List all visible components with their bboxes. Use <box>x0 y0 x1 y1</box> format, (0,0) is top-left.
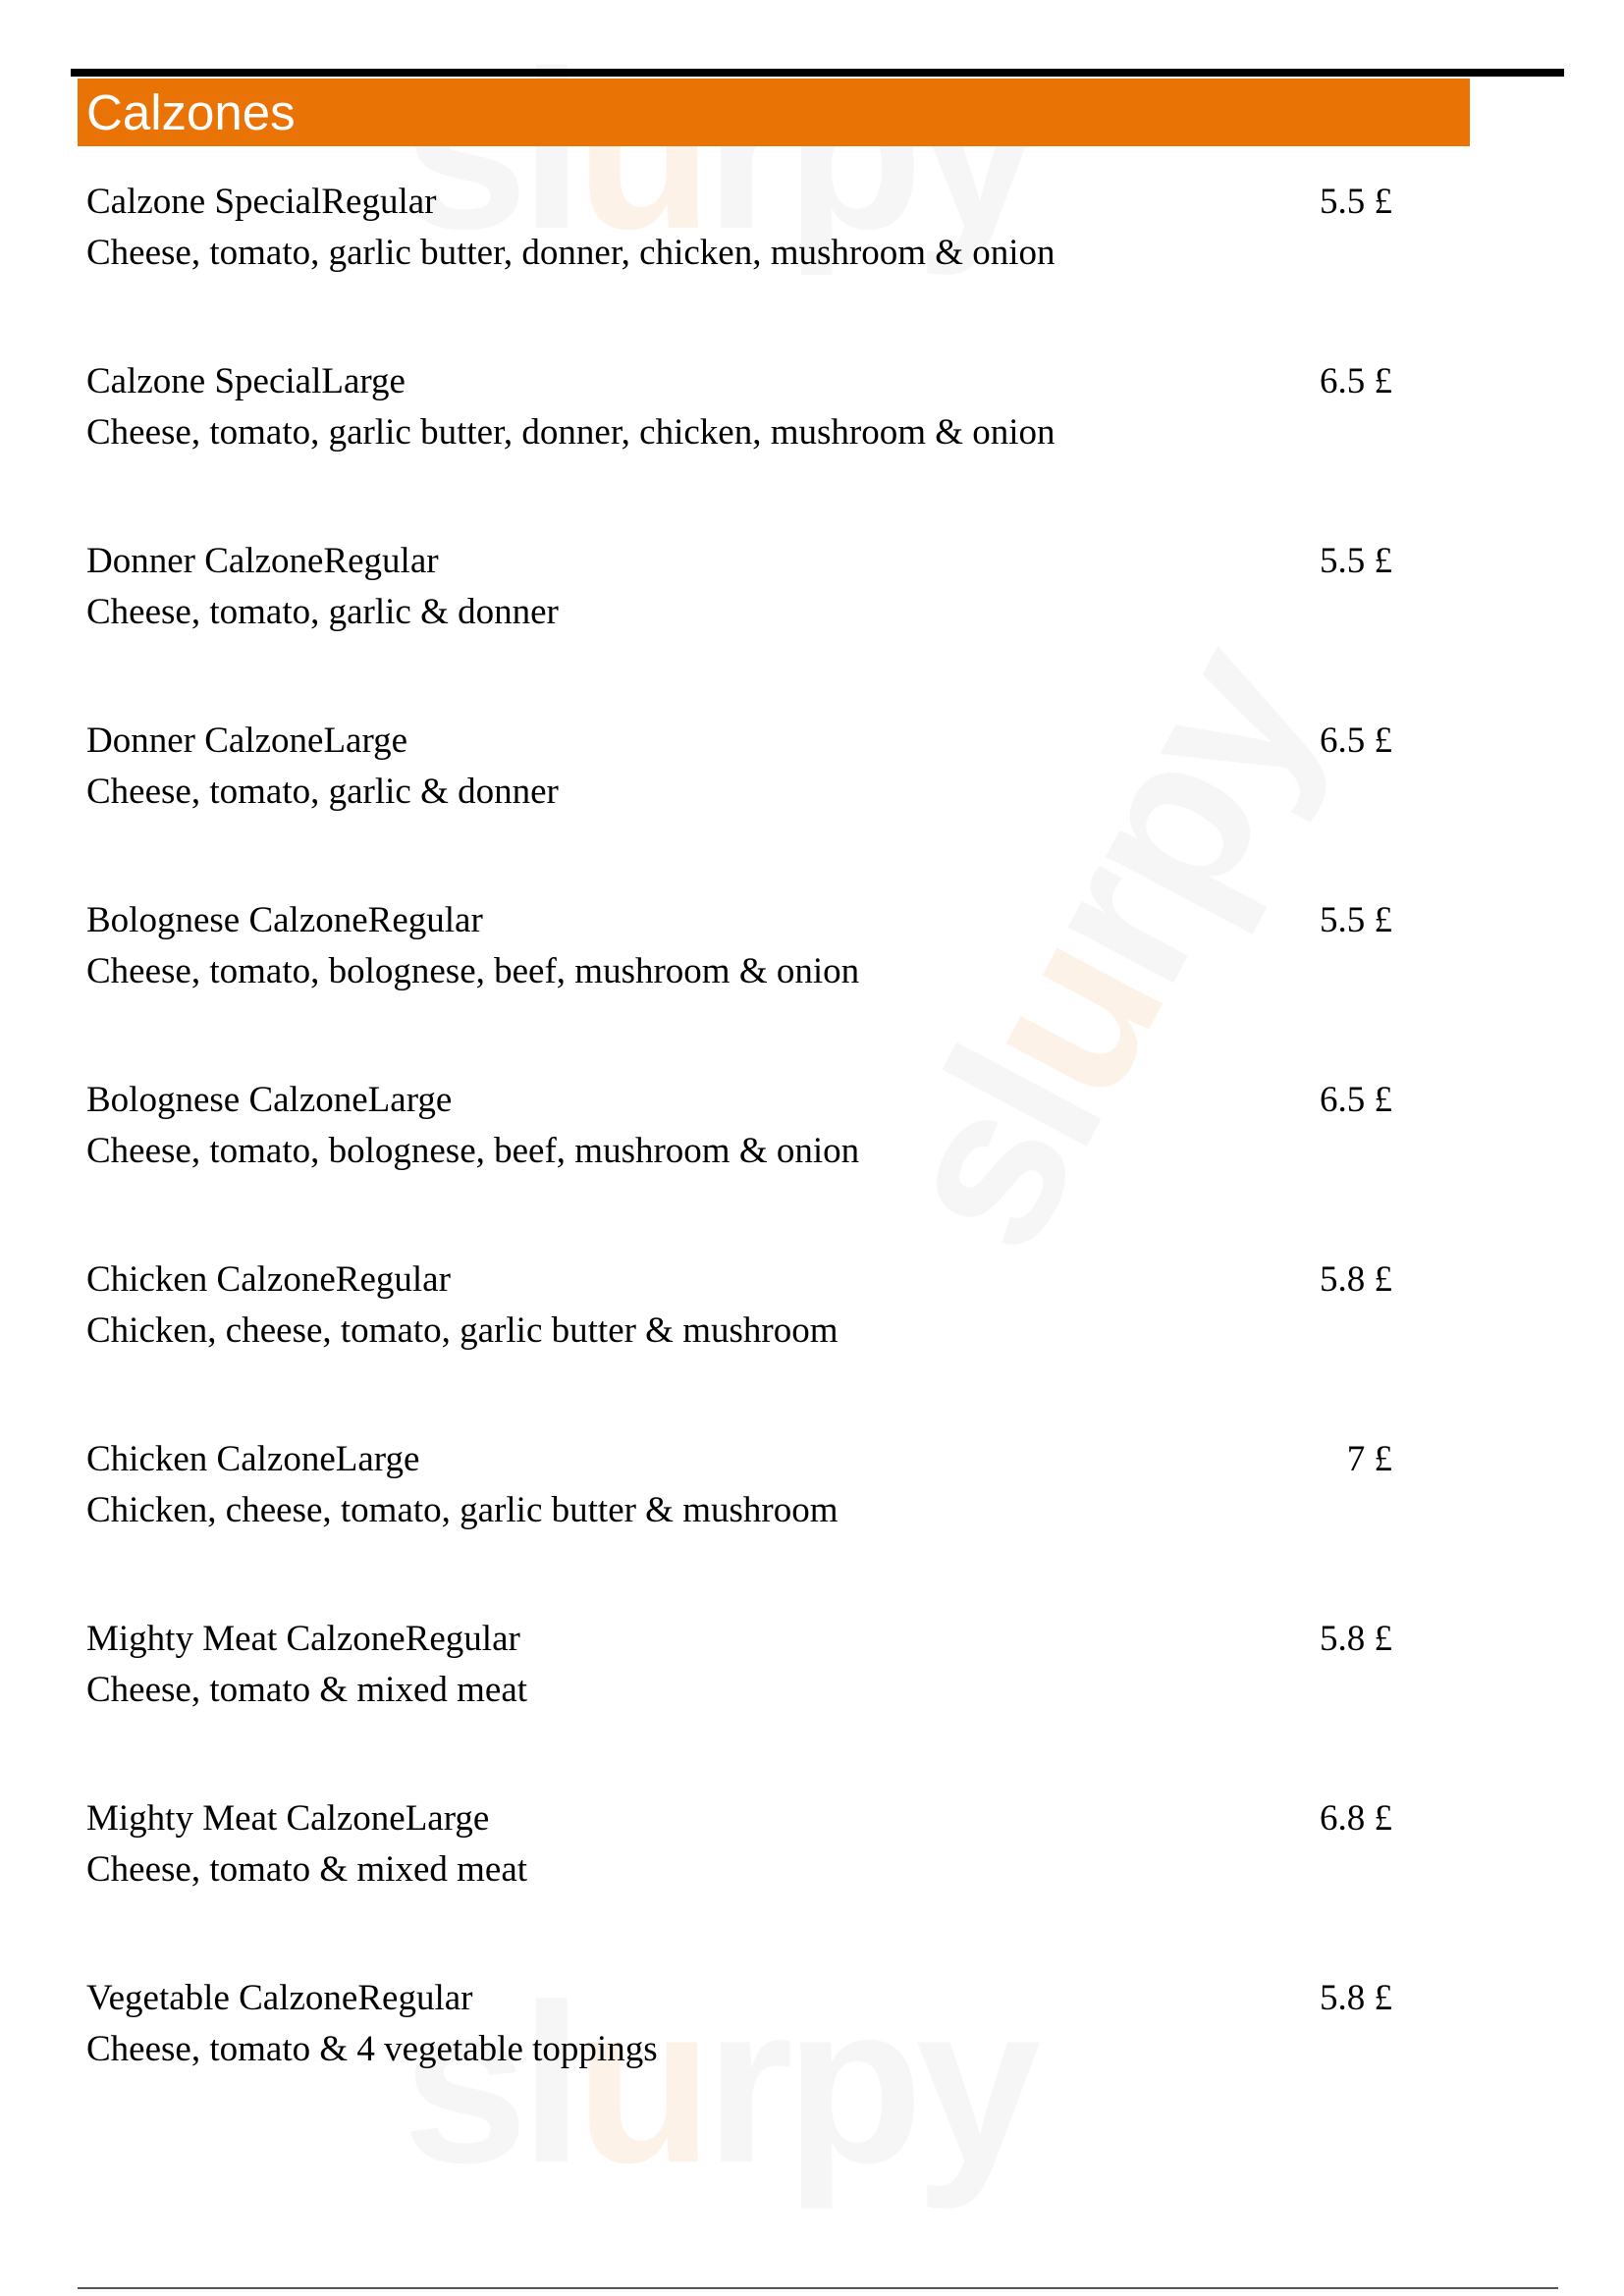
menu-list <box>86 177 1392 2153</box>
menu-item <box>86 716 1392 895</box>
menu-item <box>86 177 1392 356</box>
menu-item <box>86 1614 1392 1793</box>
menu-item <box>86 1255 1392 1434</box>
item-name: Calzone SpecialLarge <box>86 361 406 401</box>
item-name: Donner CalzoneRegular <box>86 541 439 581</box>
item-description: Cheese, tomato, bolognese, beef, mushroom & onion <box>86 951 860 991</box>
item-description: Cheese, tomato, garlic & donner <box>86 772 559 812</box>
section-header <box>78 79 1470 146</box>
item-description: Cheese, tomato, bolognese, beef, mushroom & onion <box>86 1131 860 1171</box>
menu-item <box>86 895 1392 1075</box>
item-name: Chicken CalzoneRegular <box>86 1259 451 1300</box>
item-description: Chicken, cheese, tomato, garlic butter & mushroom <box>86 1490 839 1530</box>
item-name: Mighty Meat CalzoneRegular <box>86 1619 520 1659</box>
section-title: Calzones <box>86 84 296 140</box>
item-price: 5.5 £ <box>1320 541 1392 581</box>
watermark-logo-bottom: u <box>574 1957 706 2210</box>
item-price: 7 £ <box>1346 1439 1392 1479</box>
menu-item <box>86 536 1392 716</box>
item-name: Bolognese CalzoneLarge <box>86 1080 453 1120</box>
watermark-logo-top: u <box>574 24 706 276</box>
item-description: Chicken, cheese, tomato, garlic butter & mushroom <box>86 1310 839 1351</box>
item-price: 6.5 £ <box>1320 1080 1392 1120</box>
menu-item <box>86 1075 1392 1255</box>
item-description: Cheese, tomato & mixed meat <box>86 1670 528 1710</box>
item-description: Cheese, tomato & mixed meat <box>86 1849 528 1890</box>
bottom-rule <box>78 2287 1558 2289</box>
top-rule <box>71 69 1564 77</box>
item-name: Calzone SpecialRegular <box>86 182 437 222</box>
item-name: Bolognese CalzoneRegular <box>86 900 483 940</box>
item-price: 6.5 £ <box>1320 721 1392 761</box>
item-price: 5.5 £ <box>1320 182 1392 222</box>
menu-item <box>86 1973 1392 2153</box>
item-price: 5.8 £ <box>1320 1978 1392 2018</box>
item-description: Cheese, tomato, garlic butter, donner, chicken, mushroom & onion <box>86 412 1056 453</box>
item-name: Chicken CalzoneLarge <box>86 1439 420 1479</box>
item-description: Cheese, tomato & 4 vegetable toppings <box>86 2029 658 2069</box>
item-price: 5.8 £ <box>1320 1619 1392 1659</box>
item-name: Donner CalzoneLarge <box>86 721 408 761</box>
item-name: Vegetable CalzoneRegular <box>86 1978 473 2018</box>
item-price: 6.8 £ <box>1320 1798 1392 1839</box>
item-price: 5.5 £ <box>1320 900 1392 940</box>
item-description: Cheese, tomato, garlic butter, donner, chicken, mushroom & onion <box>86 233 1056 273</box>
menu-item <box>86 1793 1392 1973</box>
menu-item <box>86 356 1392 536</box>
menu-item <box>86 1434 1392 1614</box>
item-price: 6.5 £ <box>1320 361 1392 401</box>
item-description: Cheese, tomato, garlic & donner <box>86 592 559 632</box>
item-price: 5.8 £ <box>1320 1259 1392 1300</box>
item-name: Mighty Meat CalzoneLarge <box>86 1798 490 1839</box>
